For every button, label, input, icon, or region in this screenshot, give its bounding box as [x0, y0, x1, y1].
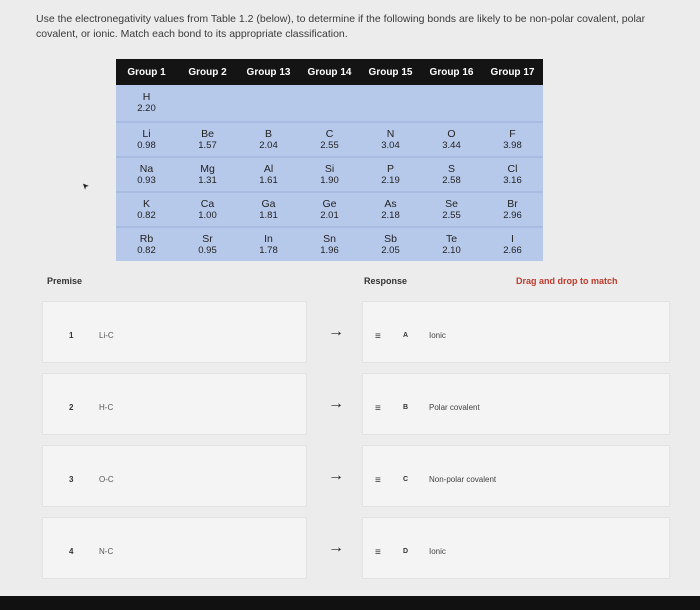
- element-cell: [482, 157, 543, 192]
- empty-cell: [421, 85, 482, 122]
- drag-handle-icon[interactable]: ≡: [375, 547, 380, 558]
- electronegativity-value: 1.81: [259, 209, 278, 221]
- response-item-a[interactable]: [362, 301, 670, 363]
- response-letter: A: [403, 332, 409, 339]
- electronegativity-value: 1.31: [198, 174, 217, 186]
- electronegativity-value: 2.55: [442, 209, 461, 221]
- element-cell: [177, 192, 238, 227]
- element-cell: [116, 122, 177, 157]
- electronegativity-value: 2.55: [320, 139, 339, 151]
- response-label: Non-polar covalent: [429, 475, 497, 484]
- electronegativity-value: 0.93: [137, 174, 156, 186]
- header-group-2: Group 2: [177, 59, 238, 85]
- element-symbol: Ga: [261, 197, 276, 210]
- table-row: [116, 122, 543, 157]
- arrow-right-icon: →: [328, 395, 344, 412]
- element-symbol: K: [142, 197, 150, 210]
- element-cell: [177, 227, 238, 261]
- response-letter: C: [403, 476, 409, 483]
- element-symbol: Ge: [322, 197, 337, 210]
- response-label: Ionic: [429, 331, 446, 340]
- electronegativity-value: 2.18: [381, 209, 400, 221]
- element-symbol: P: [386, 162, 394, 175]
- bottom-bar: [0, 596, 700, 610]
- response-item-c[interactable]: [362, 445, 670, 507]
- table-body: [116, 85, 543, 261]
- electronegativity-value: 2.04: [259, 139, 278, 151]
- table-row: [116, 192, 543, 227]
- drag-handle-icon[interactable]: ≡: [375, 475, 380, 486]
- element-symbol: N: [386, 127, 395, 140]
- table-row: [116, 85, 543, 122]
- drag-handle-icon[interactable]: ≡: [375, 331, 380, 342]
- premise-label: Li-C: [99, 331, 114, 340]
- electronegativity-value: 1.57: [198, 139, 217, 151]
- empty-cell: [299, 85, 360, 122]
- electronegativity-value: 2.19: [381, 174, 400, 186]
- element-cell: [421, 192, 482, 227]
- header-group-1: Group 1: [116, 59, 177, 85]
- premise-drop-zone[interactable]: [42, 301, 307, 363]
- element-symbol: Sr: [202, 232, 213, 245]
- electronegativity-value: 1.61: [259, 174, 278, 186]
- element-symbol: B: [264, 127, 272, 140]
- header-group-13: Group 13: [238, 59, 299, 85]
- header-group-16: Group 16: [421, 59, 482, 85]
- element-symbol: C: [325, 127, 334, 140]
- electronegativity-value: 0.82: [137, 209, 156, 221]
- element-symbol: Cl: [507, 162, 518, 175]
- element-cell: [360, 192, 421, 227]
- element-cell: [360, 157, 421, 192]
- premise-number: 3: [69, 475, 74, 484]
- table-row: [116, 157, 543, 192]
- element-cell: [482, 122, 543, 157]
- electronegativity-value: 1.90: [320, 174, 339, 186]
- element-cell: [116, 192, 177, 227]
- electronegativity-value: 2.66: [503, 244, 522, 256]
- electronegativity-value: 2.10: [442, 244, 461, 256]
- electronegativity-value: 3.16: [503, 174, 522, 186]
- empty-cell: [360, 85, 421, 122]
- electronegativity-value: 3.98: [503, 139, 522, 151]
- table-row: [116, 227, 543, 261]
- premise-label: N-C: [99, 547, 114, 556]
- table-header-row: [116, 59, 543, 85]
- electronegativity-value: 1.96: [320, 244, 339, 256]
- element-symbol: Al: [263, 162, 274, 175]
- premise-number: 4: [69, 547, 74, 556]
- element-cell: [238, 192, 299, 227]
- arrow-right-icon: →: [328, 467, 344, 484]
- response-item-b[interactable]: [362, 373, 670, 435]
- premise-label: O-C: [99, 475, 114, 484]
- element-symbol: Li: [142, 127, 151, 140]
- response-label: Ionic: [429, 547, 446, 556]
- element-cell: [299, 192, 360, 227]
- element-cell: [482, 227, 543, 261]
- element-symbol: Te: [445, 232, 458, 245]
- element-cell: [116, 157, 177, 192]
- element-symbol: Si: [324, 162, 335, 175]
- element-symbol: Na: [139, 162, 154, 175]
- element-symbol: Mg: [200, 162, 215, 175]
- response-letter: D: [403, 548, 409, 555]
- premise-drop-zone[interactable]: [42, 445, 307, 507]
- element-symbol: In: [264, 232, 273, 245]
- electronegativity-value: 0.95: [198, 244, 217, 256]
- empty-cell: [482, 85, 543, 122]
- premise-number: 1: [69, 331, 74, 340]
- electronegativity-value: 2.05: [381, 244, 400, 256]
- electronegativity-value: 2.58: [442, 174, 461, 186]
- response-label: Polar covalent: [429, 403, 480, 412]
- electronegativity-value: 1.78: [259, 244, 278, 256]
- element-symbol: O: [447, 127, 456, 140]
- electronegativity-value: 3.44: [442, 139, 461, 151]
- premise-drop-zone[interactable]: [42, 517, 307, 579]
- arrow-right-icon: →: [328, 539, 344, 556]
- element-cell: [421, 122, 482, 157]
- element-cell: [116, 227, 177, 261]
- element-symbol: Br: [507, 197, 518, 210]
- mouse-cursor-icon: ➤: [79, 180, 91, 192]
- arrow-right-icon: →: [328, 323, 344, 340]
- electronegativity-value: 2.20: [137, 103, 156, 114]
- element-cell: [299, 122, 360, 157]
- electronegativity-value: 1.00: [198, 209, 217, 221]
- premise-header: Premise: [47, 276, 83, 286]
- response-header: Response: [364, 276, 408, 286]
- element-cell: [238, 227, 299, 261]
- empty-cell: [177, 85, 238, 122]
- element-cell: [360, 122, 421, 157]
- header-group-15: Group 15: [360, 59, 421, 85]
- element-cell: [299, 227, 360, 261]
- element-cell: [238, 157, 299, 192]
- header-group-17: Group 17: [482, 59, 543, 85]
- electronegativity-value: 0.82: [137, 244, 156, 256]
- premise-number: 2: [69, 403, 74, 412]
- element-cell: [360, 227, 421, 261]
- element-symbol: Be: [201, 127, 214, 140]
- element-symbol: I: [511, 232, 514, 245]
- element-cell: [177, 122, 238, 157]
- element-cell: [238, 122, 299, 157]
- response-letter: B: [403, 404, 409, 411]
- match-row-2: [42, 373, 670, 435]
- element-symbol: Sn: [323, 232, 336, 245]
- element-cell: [482, 192, 543, 227]
- element-symbol: Ca: [200, 197, 215, 210]
- electronegativity-value: 0.98: [137, 139, 156, 151]
- element-symbol: H: [142, 91, 151, 103]
- premise-drop-zone[interactable]: [42, 373, 307, 435]
- match-row-3: [42, 445, 670, 507]
- drag-handle-icon[interactable]: ≡: [375, 403, 380, 414]
- element-cell: [116, 85, 177, 122]
- element-symbol: F: [509, 127, 516, 140]
- element-symbol: Rb: [139, 232, 154, 245]
- element-cell: [299, 157, 360, 192]
- match-row-4: [42, 517, 670, 579]
- element-symbol: S: [447, 162, 455, 175]
- element-symbol: As: [384, 197, 397, 210]
- empty-cell: [238, 85, 299, 122]
- element-cell: [177, 157, 238, 192]
- electronegativity-table: [116, 59, 543, 261]
- match-row-1: [42, 301, 670, 363]
- drag-instruction: Drag and drop to match: [516, 276, 618, 286]
- response-item-d[interactable]: [362, 517, 670, 579]
- element-symbol: Se: [445, 197, 458, 210]
- element-symbol: Sb: [384, 232, 397, 245]
- element-cell: [421, 227, 482, 261]
- electronegativity-value: 2.01: [320, 209, 339, 221]
- premise-label: H-C: [99, 403, 114, 412]
- electronegativity-value: 2.96: [503, 209, 522, 221]
- element-cell: [421, 157, 482, 192]
- question-text: Use the electronegativity values from Table 1.2 (below), to determine if the following bonds are likely to be non-polar covalent, polar covalent, or ionic. Match each bond to its appropriate classification.: [36, 13, 646, 40]
- electronegativity-value: 3.04: [381, 139, 400, 151]
- header-group-14: Group 14: [299, 59, 360, 85]
